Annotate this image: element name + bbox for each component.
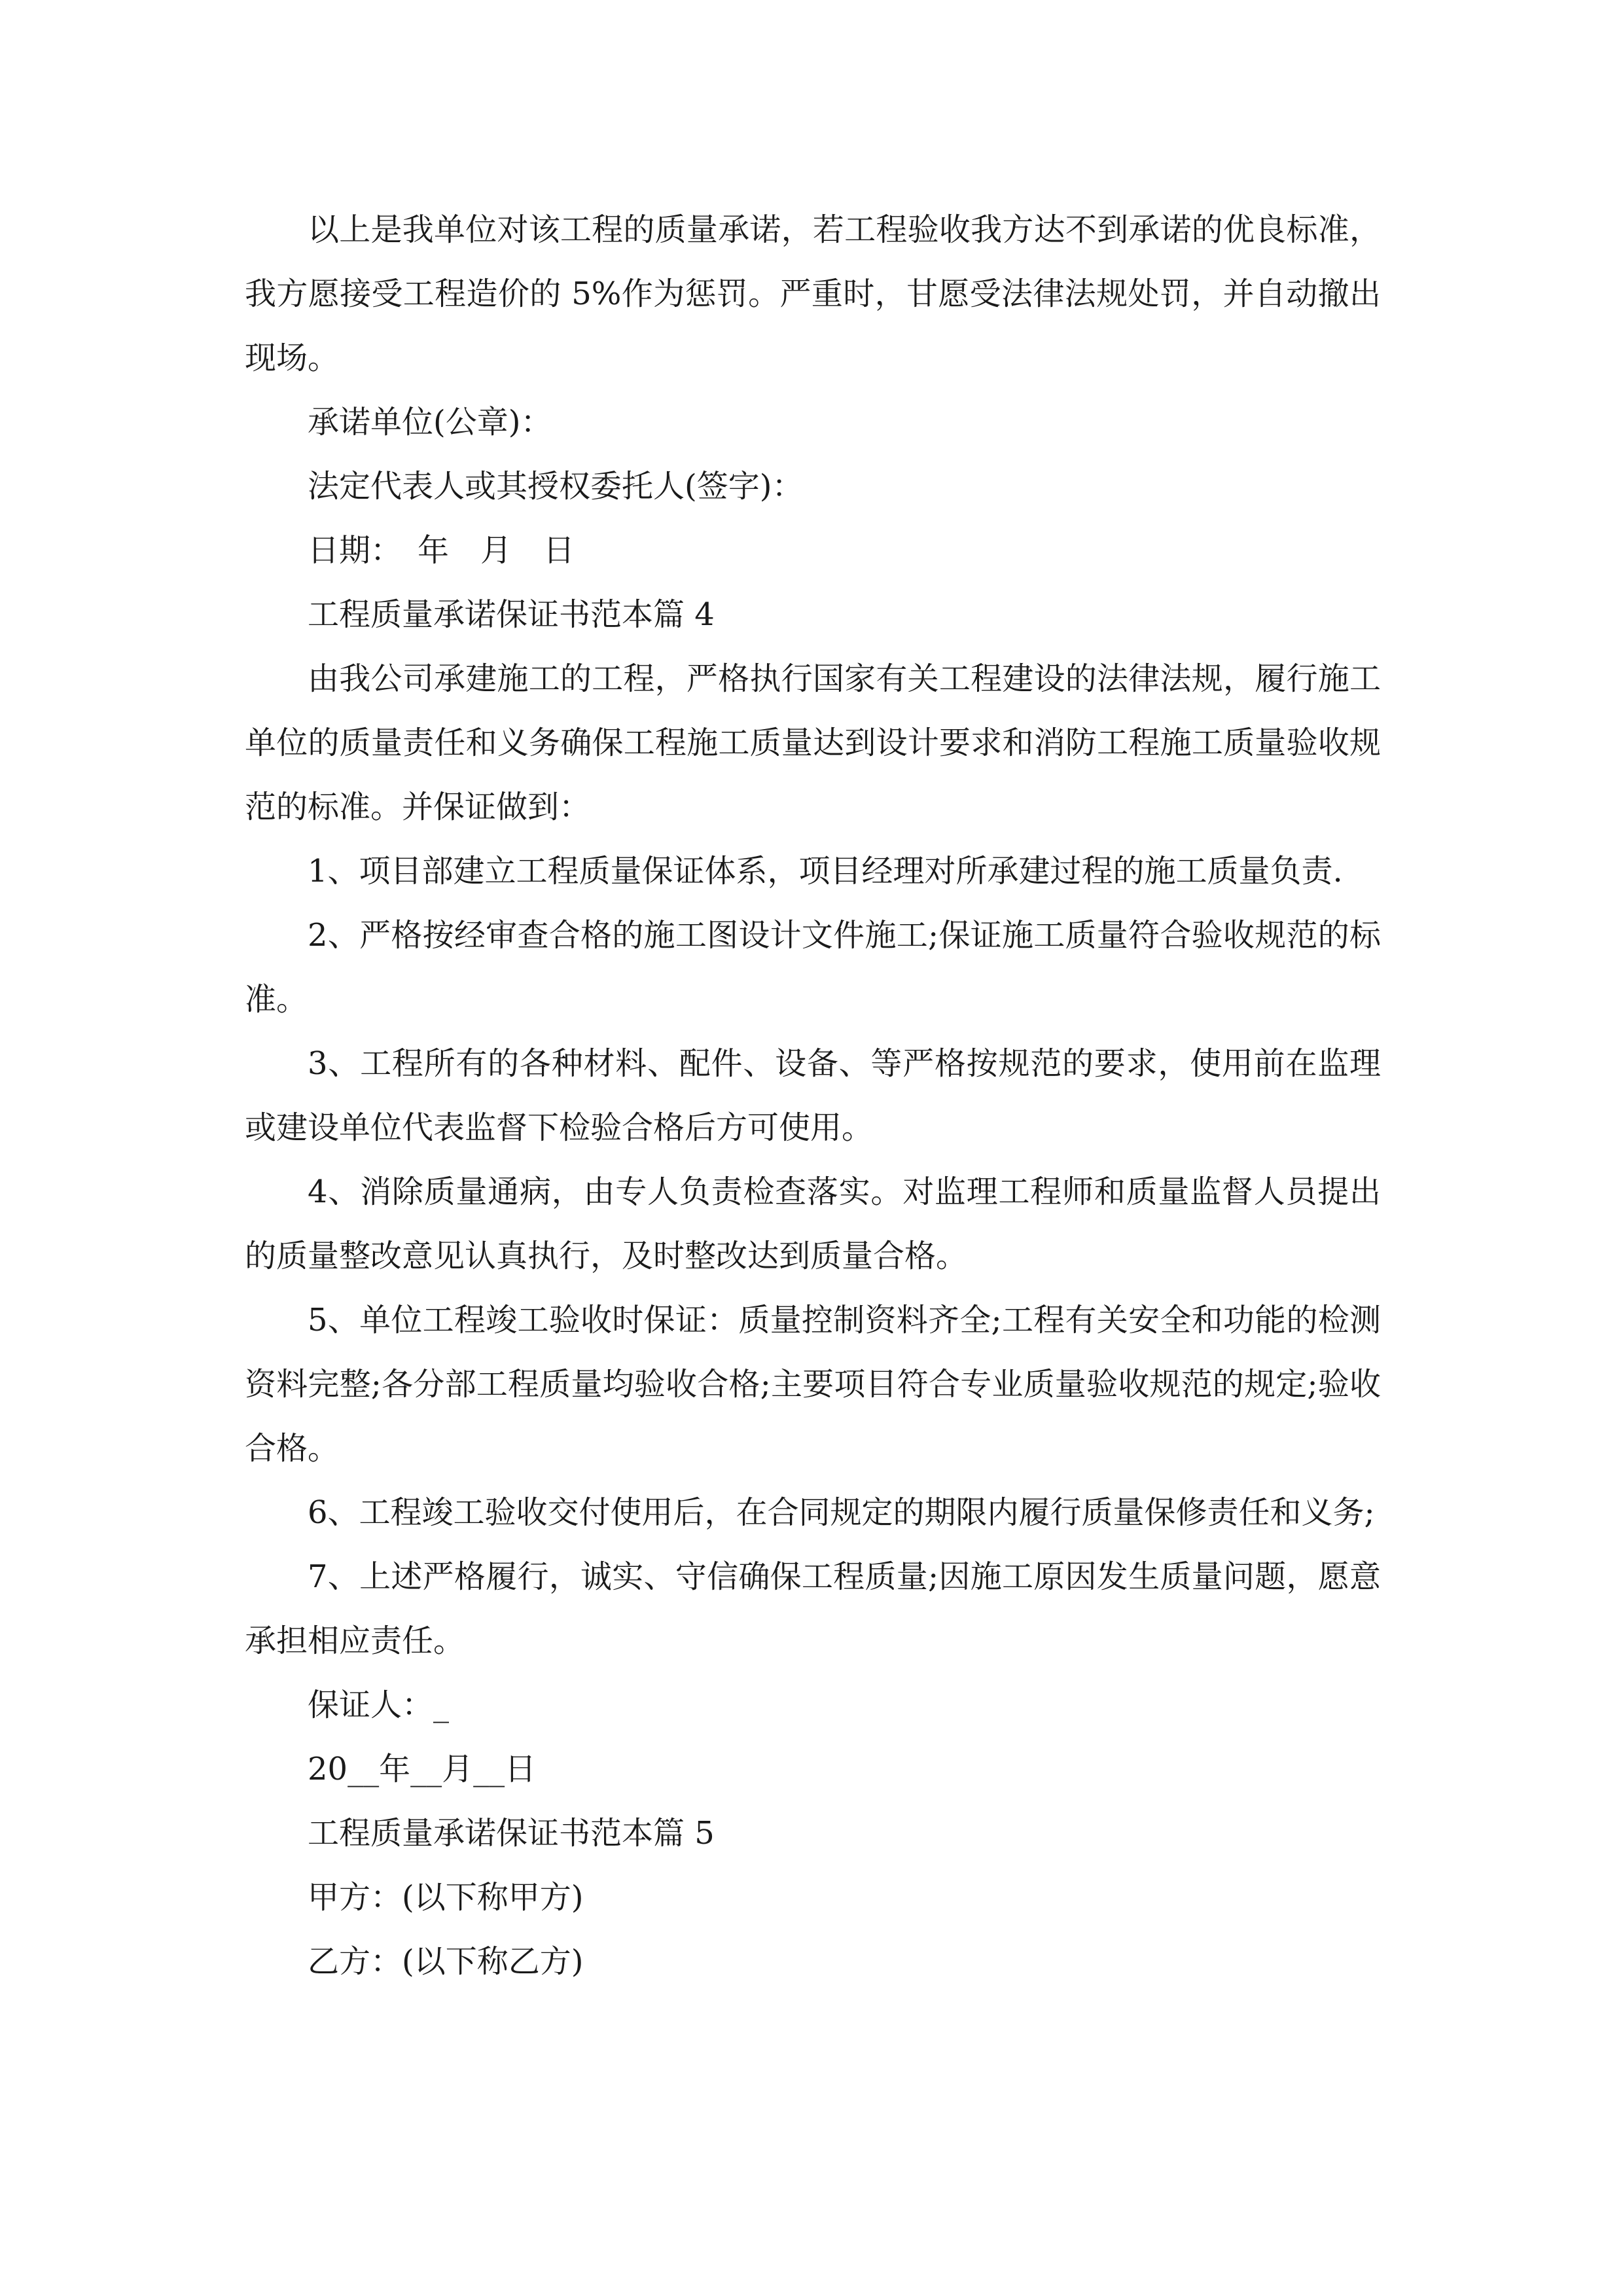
paragraph-commitment-closing: 以上是我单位对该工程的质量承诺，若工程验收我方达不到承诺的优良标准，我方愿接受工程造价的 5%作为惩罚。严重时，甘愿受法律法规处罚，并自动撤出现场。: [245, 211, 1381, 376]
paragraph-commitment-unit-seal: 承诺单位(公章)：: [308, 404, 552, 440]
section-heading-template-5: 工程质量承诺保证书范本篇 5: [308, 1815, 715, 1852]
paragraph-intro-template-4: 由我公司承建施工的工程，严格执行国家有关工程建设的法律法规，履行施工单位的质量责任和义务确保工程施工质量达到设计要求和消防工程施工质量验收规范的标准。并保证做到：: [245, 660, 1381, 825]
paragraph-legal-representative-signature: 法定代表人或其授权委托人(签字)：: [308, 468, 804, 505]
list-item-4: 4、消除质量通病，由专人负责检查落实。对监理工程师和质量监督人员提出的质量整改意见认真执行，及时整改达到质量合格。: [245, 1174, 1381, 1274]
list-item-7: 7、上述严格履行，诚实、守信确保工程质量;因施工原因发生质量问题，愿意承担相应责任。: [245, 1558, 1381, 1659]
list-item-3: 3、工程所有的各种材料、配件、设备、等严格按规范的要求，使用前在监理或建设单位代表监督下检验合格后方可使用。: [245, 1045, 1381, 1146]
paragraph-party-b: 乙方：(以下称乙方): [308, 1943, 584, 1980]
list-item-5: 5、单位工程竣工验收时保证：质量控制资料齐全;工程有关安全和功能的检测资料完整;各分部工程质量均验收合格;主要项目符合专业质量验收规范的规定;验收合格。: [245, 1302, 1381, 1467]
list-item-6: 6、工程竣工验收交付使用后，在合同规定的期限内履行质量保修责任和义务;: [308, 1494, 1375, 1531]
document-body: [245, 198, 1381, 1994]
section-heading-template-4: 工程质量承诺保证书范本篇 4: [308, 596, 715, 633]
list-item-2: 2、严格按经审查合格的施工图设计文件施工;保证施工质量符合验收规范的标准。: [245, 917, 1381, 1018]
paragraph-date-line: 日期： 年 月 日: [308, 532, 575, 569]
paragraph-guarantor-date: 20__年__月__日: [308, 1751, 537, 1787]
paragraph-guarantor: 保证人：_: [308, 1687, 450, 1723]
paragraph-party-a: 甲方：(以下称甲方): [308, 1879, 584, 1916]
list-item-1: 1、项目部建立工程质量保证体系，项目经理对所承建过程的施工质量负责.: [308, 853, 1343, 889]
